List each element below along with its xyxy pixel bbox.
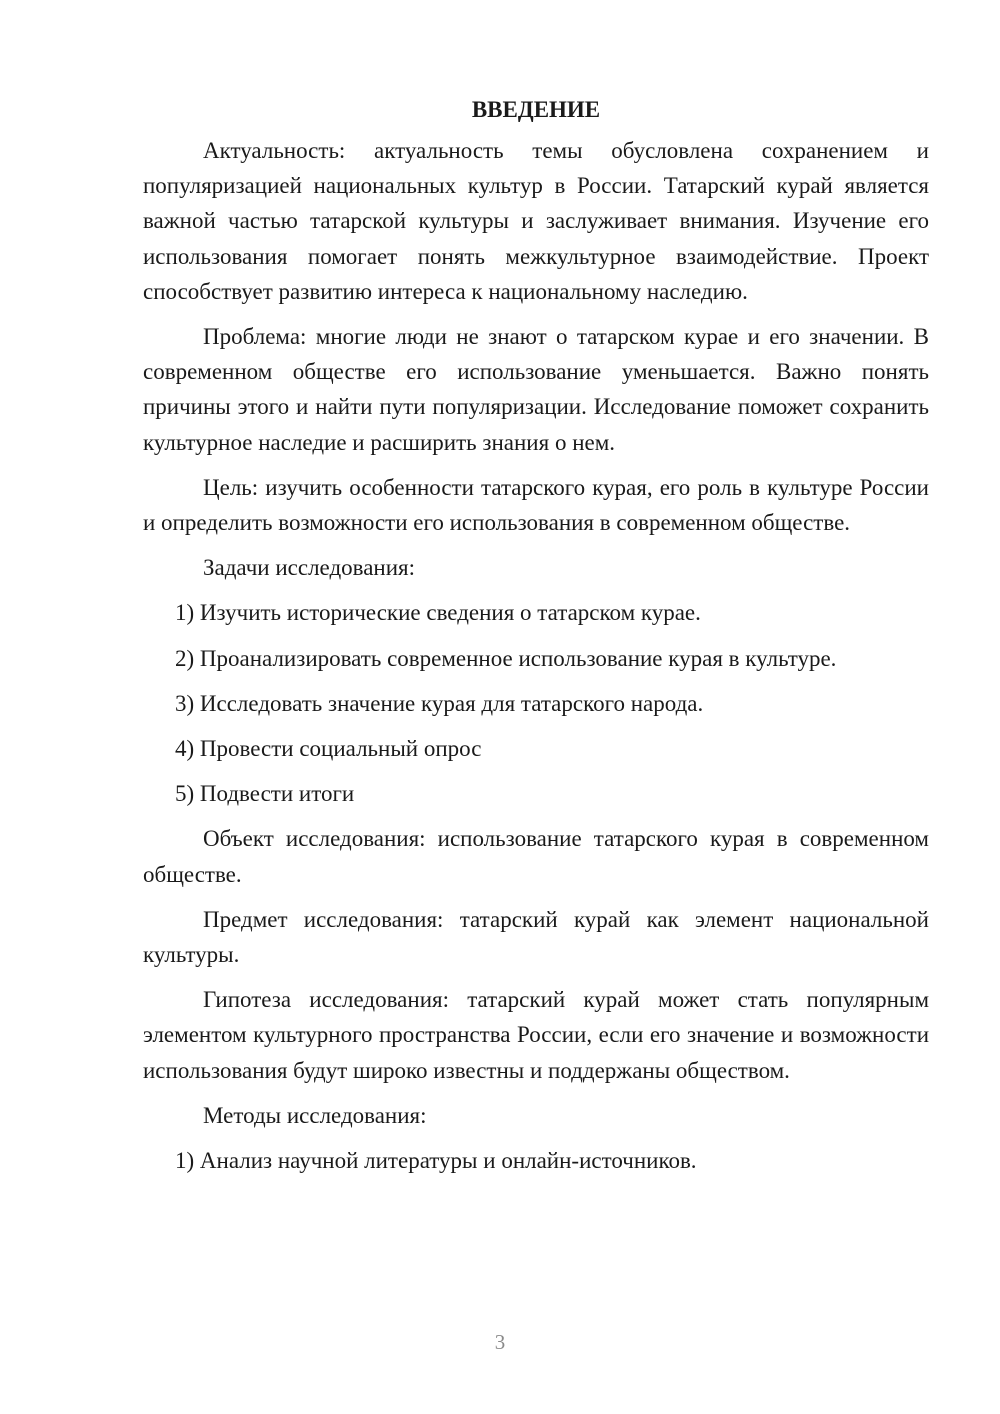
paragraph-goal: Цель: изучить особенности татарского курая, его роль в культуре России и определить возможности его использования в современном обществе. <box>143 474 929 536</box>
page-content <box>143 92 929 1188</box>
paragraph-subject: Предмет исследования: татарский курай как элемент национальной культуры. <box>143 906 929 968</box>
page-title: ВВЕДЕНИЕ <box>471 97 601 122</box>
task-item-5: 5) Подвести итоги <box>175 781 355 807</box>
paragraph-relevance: Актуальность: актуальность темы обусловлена сохранением и популяризацией национальных культур в России. Татарский курай является важной частью татарской культуры и заслуживает внимания. Изучение его использования помогает понять межкультурное взаимодействие. Проект способствует развитию интереса к национальному наследию. <box>143 138 929 304</box>
task-item-2: 2) Проанализировать современное использование курая в культуре. <box>175 645 837 671</box>
methods-label: Методы исследования: <box>203 1102 427 1128</box>
method-item-1: 1) Анализ научной литературы и онлайн-источников. <box>175 1148 697 1174</box>
page-number: 3 <box>494 1330 506 1354</box>
paragraph-problem: Проблема: многие люди не знают о татарском курае и его значении. В современном обществе его использование уменьшается. Важно понять причины этого и найти пути популяризации. Исследование поможет сохранить культурное наследие и расширить знания о нем. <box>143 324 929 455</box>
task-item-3: 3) Исследовать значение курая для татарского народа. <box>175 690 704 716</box>
paragraph-hypothesis: Гипотеза исследования: татарский курай может стать популярным элементом культурного пространства России, если его значение и возможности использования будут широко известны и поддержаны обществом. <box>143 987 929 1083</box>
task-item-4: 4) Провести социальный опрос <box>175 736 482 762</box>
paragraph-object: Объект исследования: использование татарского курая в современном обществе. <box>143 826 929 887</box>
tasks-label: Задачи исследования: <box>203 555 416 581</box>
task-item-1: 1) Изучить исторические сведения о татарском курае. <box>175 600 701 626</box>
